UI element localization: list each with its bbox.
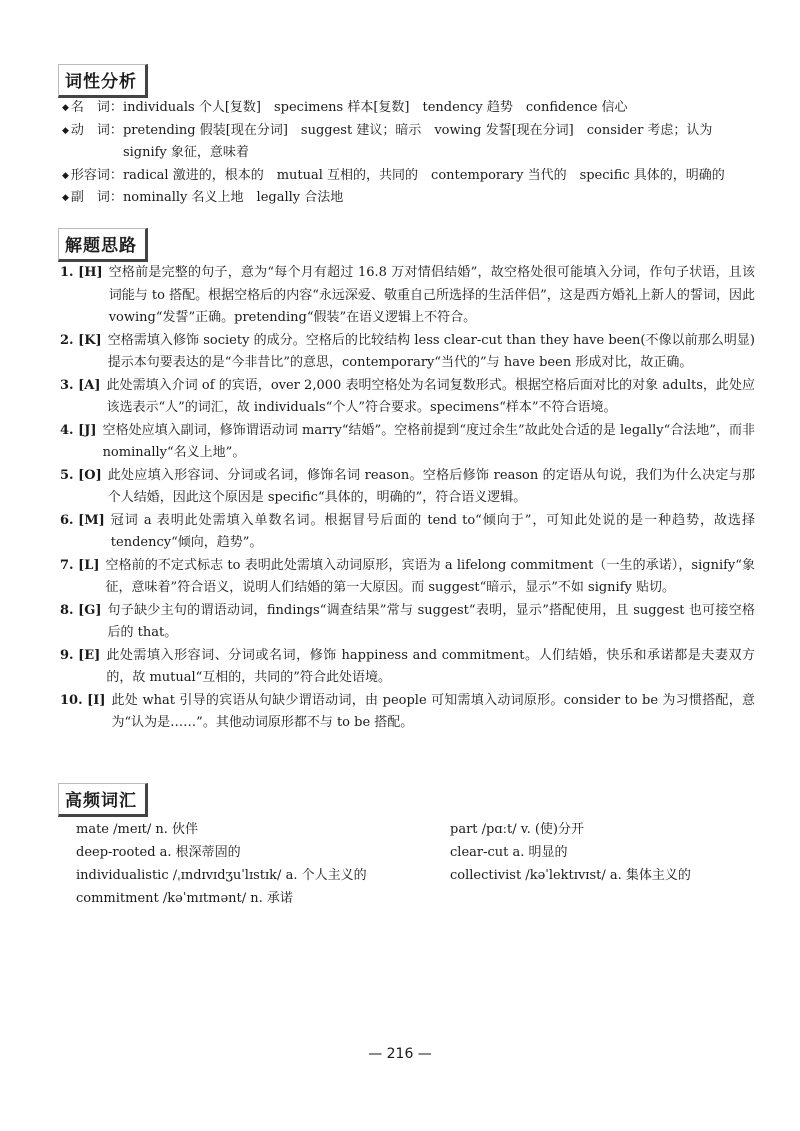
answer-item <box>60 330 755 375</box>
answer-text: 句子缺少主句的谓语动词，findings“调查结果”常与 suggest“表明，显示”搭配使用，且 suggest 也可接空格后的 that。 <box>107 602 755 640</box>
vocab-item: collectivist /kəˈlektɪvɪst/ a. 集体主义的 <box>450 868 691 883</box>
answer-item <box>60 555 755 600</box>
answer-number: 2. [K] <box>60 332 102 348</box>
section-title-pos: 词性分析 <box>58 64 148 98</box>
answer-item <box>60 690 755 735</box>
diamond-bullet-icon: ◆ <box>62 193 69 203</box>
answer-number: 4. [J] <box>60 422 97 438</box>
answer-text: 空格前是完整的句子，意为“每个月有超过 16.8 万对情侣结婚”，故空格处很可能填入分词，作句子状语，且该词能与 to 搭配。根据空格后的内容“永远深爱、敬重自己所选择的生活伴侣”，这是西方婚礼上新人的誓词，因此 vowing“发誓”正确。pretending“假装”在语义逻辑上不符合。 <box>108 265 755 325</box>
pos-text: individuals 个人[复数] specimens 样本[复数] tendency 趋势 confidence 信心 <box>122 100 628 115</box>
vocab-column-left <box>76 818 446 910</box>
vocab-item: individualistic /ˌɪndɪvɪdʒuˈlɪstɪk/ a. 个人主义的 <box>76 868 367 883</box>
section-title-thinking: 解题思路 <box>58 228 148 262</box>
pos-label: ◆ 名 词： <box>62 100 123 115</box>
answer-text: 空格处应填入副词，修饰谓语动词 marry“结婚”。空格前提到“度过余生”故此处合适的是 legally“合法地”，而非 nominally“名义上地”。 <box>102 422 755 460</box>
answer-item <box>60 375 755 420</box>
answer-text: 空格前的不定式标志 to 表明此处需填入动词原形，宾语为 a lifelong commitment（一生的承诺），signify“象征，意味着”符合语义，说明人们结婚的第一大原因。而 suggest“暗示，显示”不如 signify 贴切。 <box>105 557 755 595</box>
vocab-item: commitment /kəˈmɪtmənt/ n. 承诺 <box>76 891 293 906</box>
vocab-column-right <box>450 818 750 887</box>
answer-list <box>60 262 755 735</box>
pos-row <box>62 187 762 210</box>
answer-number: 1. [H] <box>60 265 103 280</box>
answer-text: 此处需填入介词 of 的宾语，over 2,000 表明空格处为名词复数形式。根据空格后面对比的对象 adults，此处应该选表示“人”的词汇，故 individuals“个人”符合要求。specimens“样本”不符合语境。 <box>106 377 755 415</box>
diamond-bullet-icon: ◆ <box>62 125 69 136</box>
answer-text: 此处应填入形容词、分词或名词，修饰名词 reason。空格后修饰 reason 的定语从句说，我们为什么决定与那个人结婚，因此这个原因是 specific“具体的，明确的”，符合语义逻辑。 <box>107 467 755 505</box>
answer-number: 7. [L] <box>60 557 100 573</box>
pos-row <box>62 165 762 188</box>
vocab-item: clear-cut a. 明显的 <box>450 845 568 860</box>
answer-number: 6. [M] <box>60 512 105 528</box>
page-number: — 216 — <box>368 1046 432 1062</box>
pos-label: ◆ 形容词： <box>62 167 123 183</box>
answer-number: 10. [I] <box>60 692 106 708</box>
answer-text: 冠词 a 表明此处需填入单数名词。根据冒号后面的 tend to“倾向于”，可知此处说的是一种趋势，故选择 tendency“倾向，趋势”。 <box>110 512 755 550</box>
pos-text: radical 激进的，根本的 mutual 互相的，共同的 contemporary 当代的 specific 具体的，明确的 <box>122 167 725 183</box>
answer-item <box>60 420 755 465</box>
vocab-item: part /pɑːt/ v. (使)分开 <box>450 822 584 837</box>
pos-row <box>62 97 762 120</box>
answer-number: 5. [O] <box>60 467 102 483</box>
answer-text: 此处 what 引导的宾语从句缺少谓语动词，由 people 可知需填入动词原形。consider to be 为习惯搭配，意为“认为是……”。其他动词原形都不与 to be 搭配。 <box>111 692 755 730</box>
answer-number: 8. [G] <box>60 602 102 618</box>
vocab-item: deep-rooted a. 根深蒂固的 <box>76 845 241 860</box>
pos-text: pretending 假装[现在分词] suggest 建议；暗示 vowing 发誓[现在分词] consider 考虑；认为 signify 象征，意味着 <box>122 122 726 160</box>
answer-item <box>60 262 755 330</box>
pos-text: nominally 名义上地 legally 合法地 <box>122 190 344 205</box>
answer-item <box>60 510 755 555</box>
diamond-bullet-icon: ◆ <box>62 103 69 113</box>
answer-item <box>60 600 755 645</box>
pos-label: ◆ 动 词： <box>62 122 123 138</box>
pos-label: ◆ 副 词： <box>62 190 123 205</box>
answer-text: 空格需填入修饰 society 的成分。空格后的比较结构 less clear-cut than they have been(不像以前那么明显)提示本句要表达的是“今非昔比”的意思，contemporary“当代的”与 have been 形成对比，故正确。 <box>107 332 755 370</box>
answer-text: 此处需填入形容词、分词或名词，修饰 happiness and commitment。人们结婚，快乐和承诺都是夫妻双方的，故 mutual“互相的，共同的”符合此处语境。 <box>106 647 755 685</box>
answer-item <box>60 465 755 510</box>
answer-number: 9. [E] <box>60 647 101 663</box>
pos-list <box>62 97 762 210</box>
answer-item <box>60 645 755 690</box>
answer-number: 3. [A] <box>60 377 101 393</box>
section-title-vocab: 高频词汇 <box>58 783 148 817</box>
diamond-bullet-icon: ◆ <box>62 170 69 181</box>
pos-row <box>62 120 762 165</box>
vocab-item: mate /meɪt/ n. 伙伴 <box>76 822 199 837</box>
